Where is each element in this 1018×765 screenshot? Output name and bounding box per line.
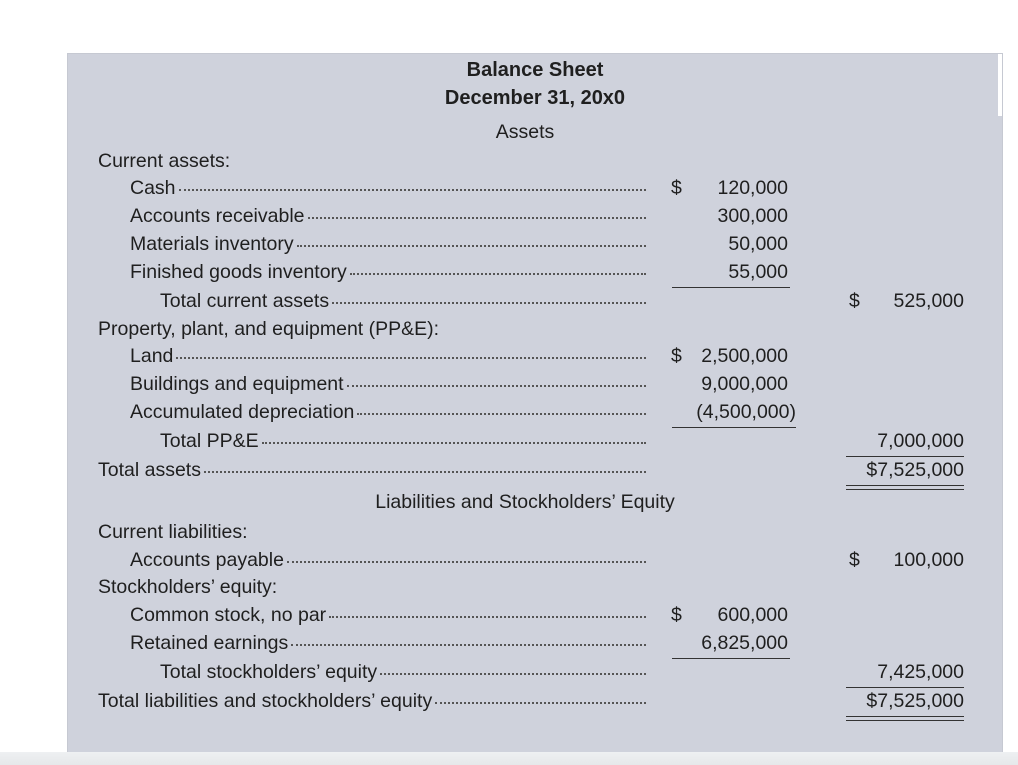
ppe-label: Property, plant, and equipment (PP&E): bbox=[98, 318, 440, 340]
accumulated-depreciation-amount: (4,500,000) bbox=[696, 401, 796, 423]
total-equity-underline bbox=[846, 687, 964, 688]
accounts-receivable-amount: 300,000 bbox=[717, 205, 788, 227]
accounts-payable-label: Accounts payable bbox=[130, 549, 284, 571]
accounts-payable-row bbox=[130, 548, 646, 572]
land-currency: $ bbox=[671, 345, 682, 367]
common-stock-currency: $ bbox=[671, 604, 682, 626]
cash-currency: $ bbox=[671, 177, 682, 199]
total-stockholders-equity-row bbox=[160, 660, 646, 684]
cash-amount: 120,000 bbox=[717, 177, 788, 199]
page-bottom-edge bbox=[0, 752, 1018, 765]
common-stock-amount: 600,000 bbox=[717, 604, 788, 626]
total-ppe-underline bbox=[846, 456, 964, 457]
total-ppe-label: Total PP&E bbox=[160, 430, 259, 452]
total-liabilities-double-underline bbox=[846, 716, 964, 721]
assets-heading: Assets bbox=[495, 121, 555, 143]
current-assets-label: Current assets: bbox=[98, 150, 231, 172]
total-liabilities-equity-row bbox=[98, 689, 646, 713]
cash-row bbox=[130, 176, 646, 200]
total-assets-row bbox=[98, 458, 646, 482]
cash-label: Cash bbox=[130, 177, 176, 199]
land-amount: 2,500,000 bbox=[701, 345, 788, 367]
total-current-assets-row bbox=[160, 289, 646, 313]
liabilities-heading: Liabilities and Stockholders’ Equity bbox=[375, 491, 675, 513]
accumulated-depreciation-row bbox=[130, 400, 646, 424]
total-liabilities-equity-amount: $7,525,000 bbox=[866, 690, 964, 712]
ppe-underline bbox=[672, 427, 796, 428]
subtotal-underline bbox=[672, 287, 790, 288]
accounts-payable-currency: $ bbox=[849, 549, 860, 571]
accounts-receivable-row bbox=[130, 204, 646, 228]
buildings-label: Buildings and equipment bbox=[130, 373, 344, 395]
accumulated-depreciation-label: Accumulated depreciation bbox=[130, 401, 355, 423]
accounts-receivable-label: Accounts receivable bbox=[130, 205, 305, 227]
buildings-amount: 9,000,000 bbox=[701, 373, 788, 395]
land-row bbox=[130, 344, 646, 368]
retained-earnings-label: Retained earnings bbox=[130, 632, 289, 654]
sheet-edge bbox=[998, 54, 1002, 116]
total-ppe-row bbox=[160, 429, 646, 453]
total-stockholders-equity-label: Total stockholders’ equity bbox=[160, 661, 378, 683]
finished-goods-row bbox=[130, 260, 646, 284]
total-current-assets-label: Total current assets bbox=[160, 290, 330, 312]
total-assets-amount: $7,525,000 bbox=[866, 459, 964, 481]
retained-earnings-amount: 6,825,000 bbox=[701, 632, 788, 654]
stockholders-equity-label: Stockholders’ equity: bbox=[98, 576, 278, 598]
total-assets-double-underline bbox=[846, 485, 964, 490]
materials-inventory-row bbox=[130, 232, 646, 256]
materials-inventory-label: Materials inventory bbox=[130, 233, 294, 255]
retained-earnings-row bbox=[130, 631, 646, 655]
buildings-row bbox=[130, 372, 646, 396]
total-current-assets-currency: $ bbox=[849, 290, 860, 312]
materials-inventory-amount: 50,000 bbox=[728, 233, 788, 255]
finished-goods-label: Finished goods inventory bbox=[130, 261, 347, 283]
document-date: December 31, 20x0 bbox=[444, 87, 626, 109]
common-stock-row bbox=[130, 603, 646, 627]
finished-goods-amount: 55,000 bbox=[728, 261, 788, 283]
document-title: Balance Sheet bbox=[466, 59, 604, 81]
current-liabilities-label: Current liabilities: bbox=[98, 521, 248, 543]
accounts-payable-amount: 100,000 bbox=[893, 549, 964, 571]
common-stock-label: Common stock, no par bbox=[130, 604, 327, 626]
total-current-assets-amount: 525,000 bbox=[893, 290, 964, 312]
total-liabilities-equity-label: Total liabilities and stockholders’ equity bbox=[98, 690, 433, 712]
equity-underline bbox=[672, 658, 790, 659]
total-stockholders-equity-amount: 7,425,000 bbox=[877, 661, 964, 683]
balance-sheet bbox=[68, 54, 1002, 752]
land-label: Land bbox=[130, 345, 174, 367]
total-ppe-amount: 7,000,000 bbox=[877, 430, 964, 452]
total-assets-label: Total assets bbox=[98, 459, 201, 481]
